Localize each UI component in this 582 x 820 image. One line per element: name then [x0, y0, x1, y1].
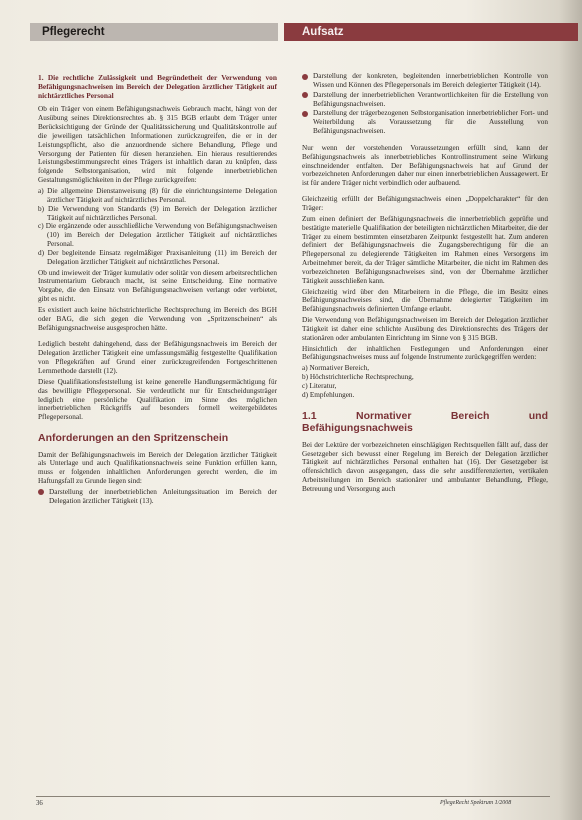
paragraph: Es existiert auch keine höchstrichterliche Rechtsprechung im Bereich des BGH oder BAG, die sich gegen die Verwendung von „Spritzenscheinen“ als Befähigungsnachweise ausgesprochen hätte. — [38, 305, 277, 332]
list-item: b) Höchstrichterliche Rechtsprechung, — [302, 373, 414, 382]
left-column — [38, 74, 277, 510]
bullet-icon — [302, 92, 308, 98]
paragraph: Ob ein Träger von einem Befähigungsnachweis Gebrauch macht, hängt von der Ausübung seines Direktionsrechtes ab. § 315 BGB erlaubt dem Träger unter Berücksichtigung der Gründe der Qualitätssicherung und Qualitätskontrolle auf die jeweiligen tatsächlichen Informationen zurückzugreifen, die er in der Leistungspflicht, also die anzuordnende sichere Behandlung, Pflege und Versorgung der Patienten für diesen heranziehen. Ein hieraus resultierendes Leistungsbestimmungsrecht eines Trägers ist inhaltlich daran zu knüpfen, dass folgende Selbstorganisation, wird mit folgende innerbetrieblichen Gestaltungsmöglichkeiten in der Pflege zurückgreifen: — [38, 105, 277, 185]
list-item: c) Die ergänzende oder ausschließliche Verwendung von Befähigungsnachweisen (10) im Bereich der Delegation ärztlicher Tätigkeit auf nichtärztliches Personal. — [38, 222, 277, 249]
paragraph: Gleichzeitig erfüllt der Befähigungsnachweis einen „Doppelcharakter“ für den Träger: — [302, 195, 548, 212]
journal-name: PflegeRecht Spektrum 1/2008 — [440, 800, 512, 806]
right-column — [302, 72, 548, 496]
paragraph: Gleichzeitig wird über den Mitarbeitern in die Pflege, die im Besitz eines Befähigungsnachweises sind, die Übernahme delegierter Tätigkeiten im Befähigungsnachweis definierten Umfange erlaubt. — [302, 287, 548, 314]
list-item: a) Normativer Bereich, — [302, 364, 370, 373]
running-header — [30, 23, 578, 41]
list-item: a) Die allgemeine Dienstanweisung (8) für die einrichtungsinterne Delegation ärztlicher Tätigkeit auf nichtärztliches Personal. — [38, 186, 277, 204]
paragraph: Nur wenn der vorstehenden Voraussetzungen erfüllt sind, kann der Befähigungsnachweis als innerbetriebliches Kontrollinstrument seine Wirkung einschneidender entfalten. Der Befähigungsnachweis hat auf Grund der vorbezeichneten Anforderungen daher nur einen innerbetrieblichen Aussagewert. Er ist für andere Träger nicht verbindlich oder aufbauend. — [302, 143, 548, 188]
paragraph: Die Verwendung von Befähigungsnachweisen im Bereich der Delegation ärztlicher Tätigkeit ist daher eine schlichte Ausübung des Direktionsrechts des Trägers der stationären oder ambulanten Einrichtung im Sinne von § 315 BGB. — [302, 316, 548, 342]
list-item: d) Empfehlungen. — [302, 390, 355, 399]
section-heading: 1.1 Normativer Bereich und Befähigungsnachweis — [302, 409, 548, 435]
page-number: 36 — [36, 800, 43, 807]
list-item: Darstellung der innerbetrieblichen Anleitungssituation im Bereich der Delegation ärztlicher Tätigkeit (13). — [38, 488, 277, 506]
list-item: c) Literatur, — [302, 382, 337, 390]
bullet-list — [302, 72, 548, 136]
header-section-right: Aufsatz — [284, 23, 578, 41]
paragraph: Ob und inwieweit der Träger kumulativ oder solitär von diesem arbeitsrechtlichen Instrumentarium Gebrauch macht, ist seine Entscheidung. Eine normative Vorgabe, die den Einsatz von Befähigungsnachweisen verlangt oder verbietet, gibt es nicht. — [38, 268, 277, 304]
paragraph: Lediglich besteht dahingehend, dass der Befähigungsnachweis im Bereich der Delegation ärztlicher Tätigkeit eine umfassungsmäßig festgestellte Qualifikation von Pflegekräften auf Grund einer zurückzugreifenden Fortgeschrittenen Lernmethode darstellt (12). — [38, 340, 277, 376]
list-item: Darstellung der konkreten, begleitenden innerbetrieblichen Kontrolle von Wissen und Können des Pflegepersonals im Bereich delegierter Tätigkeit (14). — [302, 72, 548, 90]
list-item: Darstellung der innerbetrieblichen Verantwortlichkeiten für die Erstellung von Befähigungsnachweisen. — [302, 91, 548, 109]
paragraph: Damit der Befähigungsnachweis im Bereich der Delegation ärztlicher Tätigkeit als Unterlage und auch Qualifikationsnachweis seine Funktion erfüllen kann, muss er folgenden inhaltlichen Anforderungen gerecht werden, die im Haftungsfall zu Grunde liegen sind: — [38, 450, 277, 486]
instrument-list — [302, 364, 548, 399]
paragraph: Bei der Lektüre der vorbezeichneten einschlägigen Rechtsquellen fällt auf, dass der Gesetzgeber sich bewusst einer Regelung im Bereich der Delegation ärztlicher Tätigkeit auf nichtärztliches Personal enthalten hat (16). Der Gesetzgeber ist offensichtlich davon ausgegangen, dass die sehr ausdifferenzierten, vertikalen Arbeitsteilungen im Bereich stationärer und ambulanter Behandlung, Pflege, Betreuung und Versorgung auch — [302, 440, 548, 493]
list-item: b) Die Verwendung von Standards (9) im Bereich der Delegation ärztlicher Tätigkeit auf nichtärztliches Personal. — [38, 204, 277, 222]
footer-divider — [36, 796, 550, 797]
bullet-list — [38, 488, 277, 506]
list-item: Darstellung der trägerbezogenen Selbstorganisation innerbetrieblicher Fort- und Weiterbildung als Voraussetzung für die Ausstellung von Befähigungsnachweisen. — [302, 109, 548, 136]
bullet-icon — [38, 489, 44, 495]
paragraph: Hinsichtlich der inhaltlichen Festlegungen und Anforderungen einer Befähigungsnachweises muss auf folgende Instrumente zurückgegriffen werden: — [302, 344, 548, 362]
section-heading: Anforderungen an den Spritzenschein — [38, 432, 229, 445]
option-list — [38, 187, 277, 267]
list-item: d) Der begleitende Einsatz regelmäßiger Praxisanleitung (11) im Bereich der Delegation ärztlicher Tätigkeit auf nichtärztliches Personal. — [38, 248, 277, 266]
subheading: 1. Die rechtliche Zulässigkeit und Begründetheit der Verwendung von Befähigungsnachweisen im Bereich der Delegation ärztlicher Tätigkeit auf nichtärztliches Personal — [38, 73, 277, 100]
bullet-icon — [302, 74, 308, 80]
paragraph: Zum einen definiert der Befähigungsnachweis die innerbetrieblich geprüfte und bestätigte materielle Qualifikation der beteiligten nichtärztlichen Mitarbeiter, die der Träger zu einem bestimmten einsetzbaren Zeitpunkt festgestellt hat. Zum anderen definiert der Befähigungsnachweis die Zugangsberechtigung für die an Pflegepersonal zu delegierende Tätigkeiten im Rahmen eines Versorgens im Arbeitnehmer bereit, da der Träger sämtliche Mitarbeiter, die nicht im Rahmen des vorbezeichneten Befähigungsnachweises sind, von der Übernahme ärztlicher Tätigkeit ausschließen kann. — [302, 214, 548, 285]
header-section-left: Pflegerecht — [30, 23, 278, 41]
bullet-icon — [302, 111, 308, 117]
paragraph: Diese Qualifikationsfeststellung ist keine generelle Handlungsermächtigung für das bewilligte Pflegepersonal. Sie verdeutlicht nur für Entscheidungsträger lediglich eine persönliche Qualifikation im Sinne des möglichen innerbetrieblichen Rückgriffs auf besonders formell weitergebildetes Pflegepersonal. — [38, 377, 277, 422]
